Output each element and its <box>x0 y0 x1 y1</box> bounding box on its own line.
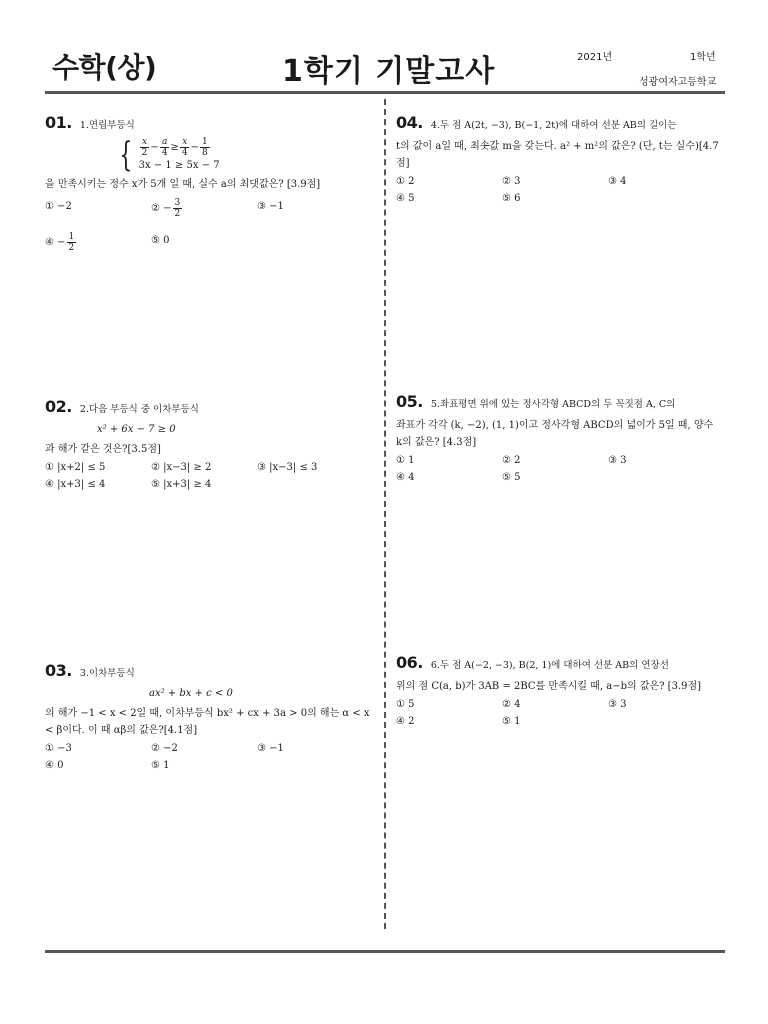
question-text: 의 해가 −1 < x < 2일 때, 이차부등식 bx² + cx + 3a > 0의 해는 α < x < β이다. 이 때 αβ의 값은?[4.1점] <box>45 708 370 736</box>
choice-3[interactable]: ③ −1 <box>257 743 284 754</box>
choice-list <box>45 740 370 774</box>
header-rule <box>45 91 725 94</box>
choice-4[interactable]: ④ 5 <box>396 193 415 204</box>
question-text: 을 만족시키는 정수 x가 5개 일 때, 실수 a의 최댓값은? [3.9점] <box>45 179 321 190</box>
exam-year: 2021년 <box>577 52 613 63</box>
system-line-2: 3x − 1 ≥ 5x − 7 <box>138 159 220 171</box>
question-number: 05. <box>396 392 423 411</box>
exam-title: 1학기 기말고사 <box>282 54 496 89</box>
choice-1[interactable]: ① −3 <box>45 743 72 754</box>
question-04 <box>396 114 721 207</box>
question-prompt: 5.좌표평면 위에 있는 정사각형 ABCD의 두 꼭짓점 A, C의 <box>430 399 676 410</box>
choice-2[interactable]: ② |x−3| ≥ 2 <box>151 462 212 473</box>
choice-1[interactable]: ① −2 <box>45 201 72 212</box>
question-06 <box>396 654 721 730</box>
question-number: 04. <box>396 113 423 132</box>
choice-3[interactable]: ③ 3 <box>608 699 627 710</box>
choice-2[interactable]: ② 2 <box>502 455 521 466</box>
choice-2[interactable]: ② 3 <box>502 176 521 187</box>
choice-5[interactable]: ⑤ |x+3| ≥ 4 <box>151 479 212 490</box>
choice-5[interactable]: ⑤ 6 <box>502 193 521 204</box>
choice-2[interactable]: ② −2 <box>151 743 178 754</box>
choice-5[interactable]: ⑤ 5 <box>502 472 521 483</box>
question-text: 위의 점 C(a, b)가 3AB = 2BC를 만족시킬 때, a−b의 값은? [3.9점] <box>396 681 702 692</box>
choice-1[interactable]: ① 1 <box>396 455 415 466</box>
question-prompt: 6.두 점 A(−2, −3), B(2, 1)에 대하여 선분 AB의 연장선 <box>430 660 669 671</box>
choice-2[interactable]: ② − $\frac{3}{2}$ <box>151 198 181 219</box>
choice-list <box>396 696 721 730</box>
choice-4[interactable]: ④ 2 <box>396 716 415 727</box>
choice-list <box>396 452 721 486</box>
choice-1[interactable]: ① |x+2| ≤ 5 <box>45 462 106 473</box>
choice-2[interactable]: ② 4 <box>502 699 521 710</box>
question-prompt: 4.두 점 A(2t, −3), B(−1, 2t)에 대하여 선분 AB의 길이는 <box>430 120 677 131</box>
brace-icon: { <box>119 135 133 175</box>
inequality-system <box>115 135 370 175</box>
column-divider <box>384 99 386 929</box>
question-prompt: 2.다음 부등식 중 이차부등식 <box>79 404 199 415</box>
question-text: 좌표가 각각 (k, −2), (1, 1)이고 정사각형 ABCD의 넓이가 5일 때, 양수 k의 값은? [4.3점] <box>396 420 714 448</box>
choice-list <box>45 198 370 266</box>
choice-3[interactable]: ③ 4 <box>608 176 627 187</box>
question-02 <box>45 398 370 493</box>
choice-4[interactable]: ④ 0 <box>45 760 64 771</box>
choice-3[interactable]: ③ |x−3| ≤ 3 <box>257 462 318 473</box>
question-number: 06. <box>396 653 423 672</box>
question-number: 03. <box>45 661 72 680</box>
question-text: t의 값이 a일 때, 최솟값 m을 갖는다. a² + m²의 값은? (단, t는 실수)[4.7점] <box>396 141 719 169</box>
question-number: 01. <box>45 113 72 132</box>
choice-list <box>45 459 370 493</box>
question-03 <box>45 662 370 774</box>
choice-4[interactable]: ④ |x+3| ≤ 4 <box>45 479 106 490</box>
question-number: 02. <box>45 397 72 416</box>
choice-3[interactable]: ③ 3 <box>608 455 627 466</box>
equation: ax² + bx + c < 0 <box>149 688 233 699</box>
choice-4[interactable]: ④ − $\frac{1}{2}$ <box>45 232 75 253</box>
choice-list <box>396 173 721 207</box>
choice-5[interactable]: ⑤ 0 <box>151 235 170 246</box>
choice-5[interactable]: ⑤ 1 <box>502 716 521 727</box>
question-01 <box>45 114 370 266</box>
question-05 <box>396 393 721 486</box>
question-text: 과 해가 같은 것은?[3.5점] <box>45 444 161 455</box>
footer-rule <box>45 950 725 953</box>
question-prompt: 3.이차부등식 <box>79 668 135 679</box>
school-name: 성광여자고등학교 <box>639 77 717 88</box>
choice-1[interactable]: ① 2 <box>396 176 415 187</box>
choice-5[interactable]: ⑤ 1 <box>151 760 170 771</box>
question-prompt: 1.연립부등식 <box>79 120 135 131</box>
equation: x² + 6x − 7 ≥ 0 <box>97 424 176 435</box>
subject-title: 수학(상) <box>52 51 157 84</box>
choice-1[interactable]: ① 5 <box>396 699 415 710</box>
choice-3[interactable]: ③ −1 <box>257 201 284 212</box>
grade-label: 1학년 <box>690 52 716 63</box>
system-line-1: $\frac{x}{2}$ − $\frac{a}{4}$ ≥ $\frac{x}{4}$ − $\frac{1}{8}$ <box>141 136 208 158</box>
choice-4[interactable]: ④ 4 <box>396 472 415 483</box>
